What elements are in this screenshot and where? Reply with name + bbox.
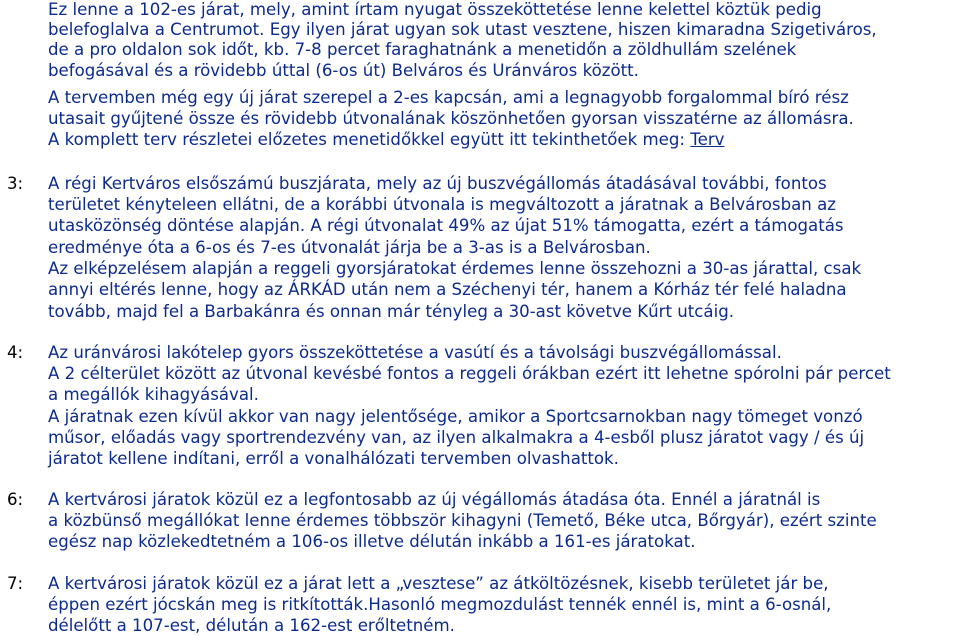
item-line: Az elképzelésem alapján a reggeli gyorsjáratokat érdemes lenne összehozni a 30-as járattal, csak <box>48 259 862 278</box>
intro-line: de a pro oldalon sok időt, kb. 7-8 percet faraghatnánk a menetidőn a zöldhullám szelének <box>48 40 797 59</box>
intro-link-line <box>48 130 724 150</box>
intro-line: utasait gyűjtené össze és rövidebb útvonalának köszönhetően gyorsan visszatérne az állomásra. <box>48 109 854 128</box>
item-line: egész nap közlekedtetném a 106-os illetve délután inkább a 161-es járatokat. <box>48 532 696 551</box>
item-line: A 2 célterület között az útvonal kevésbé fontos a reggeli órákban ezért itt lehetne spórolni pár percet <box>48 364 891 383</box>
item-line: A járatnak ezen kívül akkor van nagy jelentősége, amikor a Sportcsarnokban nagy tömeget vonzó <box>48 407 863 426</box>
item-number: 3: <box>7 174 24 193</box>
item-number: 7: <box>7 574 24 593</box>
item-line: A kertvárosi járatok közül ez a járat lett a „vesztese” az átköltözésnek, kisebb területet jár be, <box>48 574 829 593</box>
item-line: éppen ezért jócskán meg is ritkították.Hasonló megmozdulást tennék ennél is, mint a 6-osnál, <box>48 595 832 614</box>
intro-line: A tervemben még egy új járat szerepel a 2-es kapcsán, ami a legnagyobb forgalommal bíró rész <box>48 88 849 107</box>
item-line: A régi Kertváros elsőszámú buszjárata, mely az új buszvégállomás átadásával további, fontos <box>48 174 827 193</box>
intro-link-text: A komplett terv részletei előzetes menetidőkkel együtt itt tekinthetőek meg: <box>48 130 691 149</box>
intro-line: belefoglalva a Centrumot. Egy ilyen járat ugyan sok utast vesztene, hiszen kimaradna Szigetiváros, <box>48 20 877 39</box>
plan-link[interactable]: Terv <box>690 130 725 149</box>
intro-line: Ez lenne a 102-es járat, mely, amint írtam nyugat összeköttetése lenne kelettel köztük pedig <box>48 0 822 19</box>
intro-line: befogásával és a rövidebb úttal (6-os út) Belváros és Uránváros között. <box>48 61 639 80</box>
item-line: a megállók kihagyásával. <box>48 385 259 404</box>
item-line: eredménye óta a 6-os és 7-es útvonalát járja be a 3-as is a Belvárosban. <box>48 238 651 257</box>
item-number: 6: <box>7 490 24 509</box>
item-line: a közbünső megállókat lenne érdemes többször kihagyni (Temető, Béke utca, Bőrgyár), ezért szinte <box>48 511 877 530</box>
item-line: délelőtt a 107-est, délután a 162-est erőltetném. <box>48 616 455 635</box>
item-line: járatot kellene indítani, erről a vonalhálózati tervemben olvashattok. <box>48 449 619 468</box>
item-line: területet kényteleen ellátni, de a korábbi útvonala is megváltozott a járatnak a Belvárosban az <box>48 195 836 214</box>
item-line: annyi eltérés lenne, hogy az ÁRKÁD után nem a Széchenyi tér, hanem a Kórház tér felé haladna <box>48 280 847 299</box>
item-line: műsor, előadás vagy sportrendezvény van, az ilyen alkalmakra a 4-esből plusz járatot vagy / és új <box>48 428 865 447</box>
item-number: 4: <box>7 343 24 362</box>
item-line: Az uránvárosi lakótelep gyors összeköttetése a vasútí és a távolsági buszvégállomással. <box>48 343 782 362</box>
item-line: utasközönség döntése alapján. A régi útvonalat 49% az újat 51% támogatta, ezért a támogatás <box>48 216 844 235</box>
item-line: A kertvárosi járatok közül ez a legfontosabb az új végállomás átadása óta. Ennél a járatnál is <box>48 490 821 509</box>
item-line: tovább, majd fel a Barbakánra és onnan már tényleg a 30-ast követve Kűrt utcáig. <box>48 302 735 321</box>
